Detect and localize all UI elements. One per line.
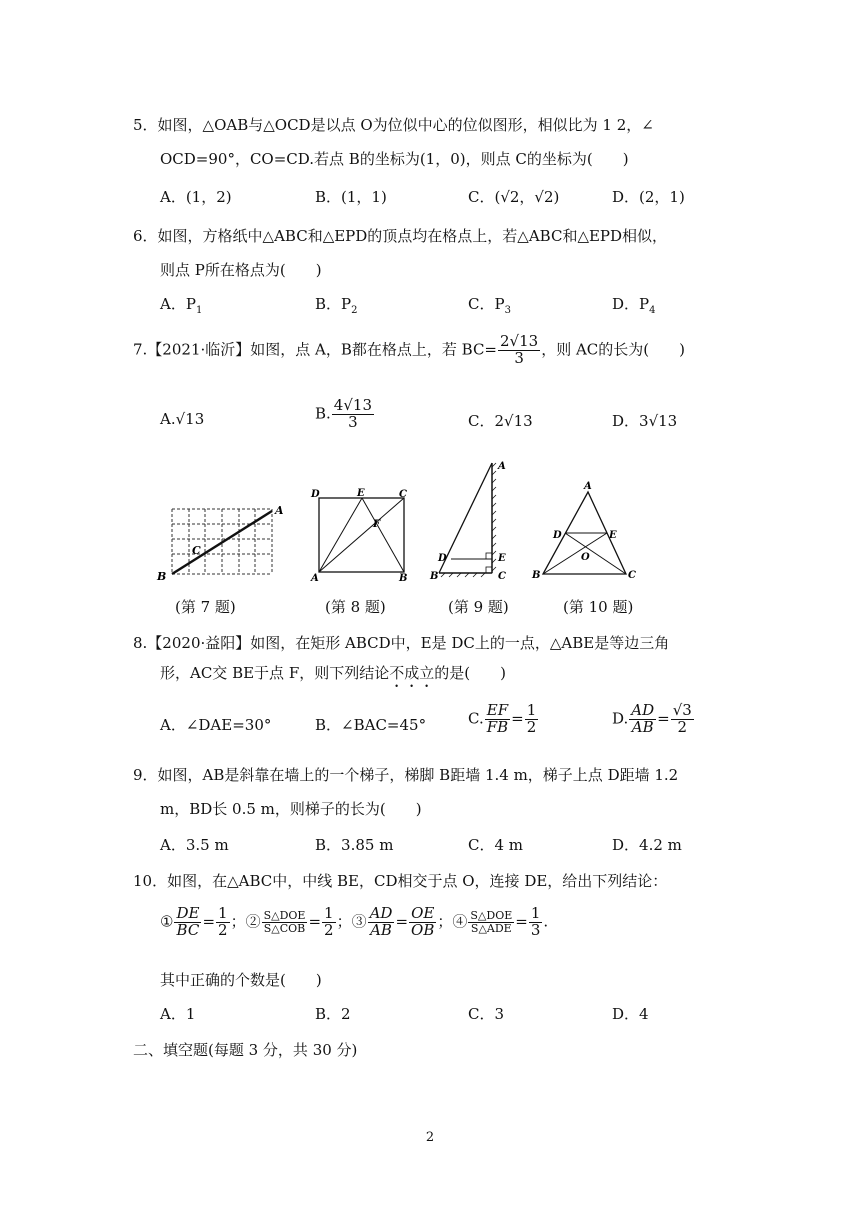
q5-option-b: B．(1，1) bbox=[315, 188, 387, 206]
page-number: 2 bbox=[425, 1130, 435, 1145]
q6-line1: 6．如图，方格纸中△ABC和△EPD的顶点均在格点上，若△ABC和△EPD相似， bbox=[133, 227, 668, 245]
q10-line3: 其中正确的个数是( ) bbox=[160, 971, 322, 989]
fig8-label-b: B bbox=[399, 573, 408, 584]
caption-fig10: (第 10 题) bbox=[563, 598, 634, 616]
q5-option-c: C．(√2，√2) bbox=[468, 188, 560, 206]
fig10-label-c: C bbox=[628, 570, 636, 581]
fig10-label-a: A bbox=[584, 481, 592, 492]
fig8-label-e: E bbox=[357, 488, 365, 499]
section-2-heading: 二、填空题(每题 3 分，共 30 分) bbox=[133, 1041, 358, 1059]
q10-option-d: D．4 bbox=[612, 1005, 649, 1023]
figure-9-ladder bbox=[425, 455, 515, 585]
fig10-label-o: O bbox=[581, 552, 590, 563]
caption-fig7: (第 7 题) bbox=[175, 598, 236, 616]
figure-8-rectangle bbox=[307, 485, 417, 585]
fig9-label-a: A bbox=[498, 461, 506, 472]
q8-option-a: A．∠DAE=30° bbox=[160, 716, 272, 734]
q8-option-c: C. $\frac{EF}{FB}$ = $\frac{1}{2}$ bbox=[468, 701, 537, 736]
q10-line1: 10．如图，在△ABC中，中线 BE，CD相交于点 O，连接 DE，给出下列结论： bbox=[133, 872, 668, 890]
q7-option-c: C．2√13 bbox=[468, 412, 533, 430]
q10-option-a: A．1 bbox=[160, 1005, 196, 1023]
q7-option-a: A.√13 bbox=[160, 410, 205, 428]
q5-line1: 5．如图，△OAB与△OCD是以点 O为位似中心的位似图形，相似比为 1 2，∠ bbox=[133, 116, 654, 134]
q7-line1: 7.【2021·临沂】如图，点 A，B都在格点上，若 BC= $\frac{2√13}{3}$ ，则 AC的长为( ) bbox=[133, 332, 685, 367]
fig9-label-e: E bbox=[498, 553, 506, 564]
q6-option-c: C．$P_3$ bbox=[468, 295, 511, 316]
q9-option-d: D．4.2 m bbox=[612, 836, 682, 854]
fig9-label-c: C bbox=[498, 571, 506, 582]
q9-option-a: A．3.5 m bbox=[160, 836, 229, 854]
q8-emphasis: 不成立 bbox=[389, 664, 435, 682]
q8-option-d: D. $\frac{AD}{AB}$ = $\frac{√3}{2}$ bbox=[612, 701, 692, 736]
q6-option-d: D．$P_4$ bbox=[612, 295, 656, 316]
q10-option-c: C．3 bbox=[468, 1005, 505, 1023]
q5-option-d: D．(2，1) bbox=[612, 188, 685, 206]
fig7-label-b: B bbox=[157, 570, 167, 583]
q7-option-b: B. $\frac{4√13}{3}$ bbox=[315, 396, 372, 431]
caption-fig9: (第 9 题) bbox=[448, 598, 509, 616]
q9-option-c: C．4 m bbox=[468, 836, 524, 854]
fig8-label-d: D bbox=[311, 489, 320, 500]
fig7-label-a: A bbox=[275, 504, 284, 517]
fig10-label-e: E bbox=[609, 530, 617, 541]
fig9-label-b: B bbox=[430, 571, 439, 582]
fig10-label-d: D bbox=[553, 530, 562, 541]
q9-option-b: B．3.85 m bbox=[315, 836, 394, 854]
q9-line2: m，BD长 0.5 m，则梯子的长为( ) bbox=[160, 800, 422, 818]
fig10-label-b: B bbox=[532, 570, 541, 581]
figure-10-triangle bbox=[528, 478, 638, 584]
fig9-label-d: D bbox=[438, 553, 447, 564]
q8-option-b: B．∠BAC=45° bbox=[315, 716, 427, 734]
q9-line1: 9．如图，AB是斜靠在墙上的一个梯子，梯脚 B距墙 1.4 m，梯子上点 D距墙 1.2 bbox=[133, 766, 679, 784]
q6-option-b: B．$P_2$ bbox=[315, 295, 358, 316]
fig8-label-c: C bbox=[399, 489, 407, 500]
q8-line2: 形，AC交 BE于点 F，则下列结论不成立的是( ) bbox=[160, 664, 506, 682]
q5-line2: OCD=90°，CO=CD.若点 B的坐标为(1，0)，则点 C的坐标为( ) bbox=[160, 150, 629, 168]
figure-7-grid bbox=[155, 500, 290, 585]
fig8-label-f: F bbox=[373, 519, 381, 530]
caption-fig8: (第 8 题) bbox=[325, 598, 386, 616]
fig7-label-c: C bbox=[192, 544, 201, 557]
q6-line2: 则点 P所在格点为( ) bbox=[160, 261, 322, 279]
q10-conclusions: ① $\frac{DE}{BC}$ = $\frac{1}{2}$ ；② $\frac{\text{S△DOE}}{\text{S△COB}}$ = $\frac{1}{2}$ ；③ $\frac{AD}{AB}$ = $\frac{OE}{OB}$ ；④ $\frac{\text{S△DOE}}{\text{S△ADE}}$ = $\frac{1}{3}$ . bbox=[160, 904, 549, 939]
q6-option-a: A．$P_1$ bbox=[160, 295, 203, 316]
q7-option-d: D．3√13 bbox=[612, 412, 678, 430]
fig8-label-a: A bbox=[311, 573, 319, 584]
q5-option-a: A．(1，2) bbox=[160, 188, 232, 206]
q8-line1: 8.【2020·益阳】如图，在矩形 ABCD中，E是 DC上的一点，△ABE是等边三角 bbox=[133, 634, 670, 652]
q10-option-b: B．2 bbox=[315, 1005, 351, 1023]
